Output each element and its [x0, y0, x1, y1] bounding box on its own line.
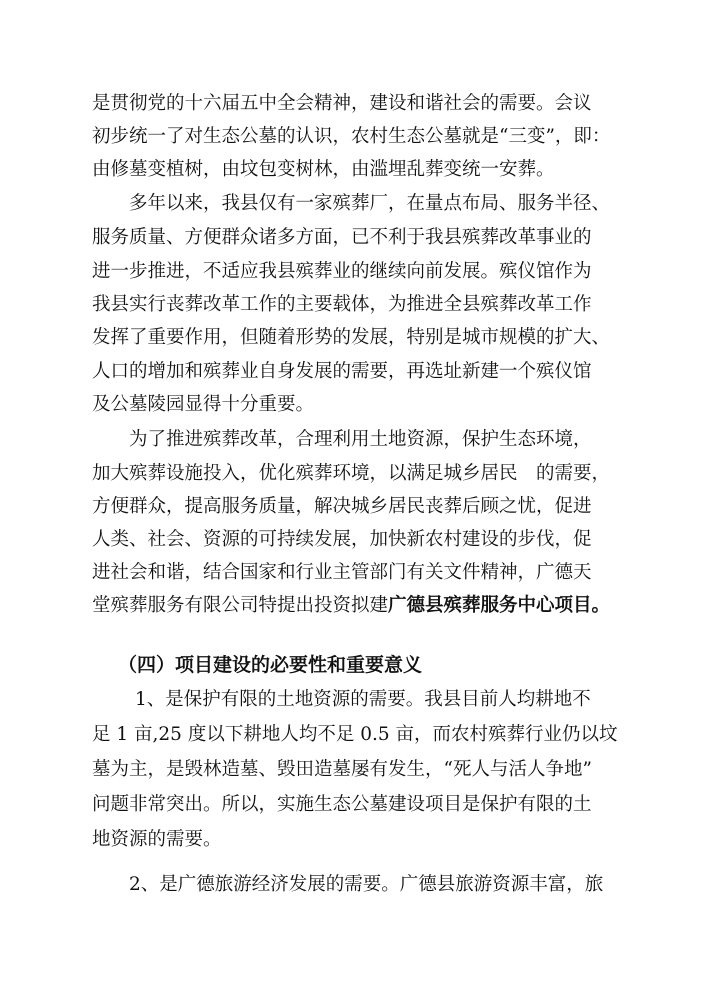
paragraph-2-line-7: 及公墓陵园显得十分重要。	[92, 394, 315, 415]
paragraph-2-line-3: 进一步推进，不适应我县殡葬业的继续向前发展。殡仪馆作为	[92, 261, 592, 282]
paragraph-2-line-2: 服务质量、方便群众诸多方面，已不利于我县殡葬改革事业的	[92, 227, 592, 248]
section-heading: （四）项目建设的必要性和重要意义	[118, 654, 423, 676]
paragraph-4-line-4: 问题非常突出。所以，实施生态公墓建设项目是保护有限的土	[92, 794, 592, 815]
paragraph-3-line-6	[92, 594, 610, 618]
paragraph-4-line-1: 1、是保护有限的土地资源的需要。我县目前人均耕地不	[135, 689, 591, 710]
paragraph-5-line-1: 2、是广德旅游经济发展的需要。广德县旅游资源丰富，旅	[129, 874, 604, 895]
paragraph-3-line-5: 进社会和谐，结合国家和行业主管部门有关文件精神，广德天	[92, 562, 592, 583]
paragraph-3-line-1: 为了推进殡葬改革，合理利用土地资源，保护生态环境，	[129, 429, 592, 450]
paragraph-2-line-5: 发挥了重要作用，但随着形势的发展，特别是城市规模的扩大、	[92, 327, 611, 348]
paragraph-1-line-1: 是贯彻党的十六届五中全会精神，建设和谐社会的需要。会议	[92, 93, 592, 114]
project-name-emphasis: 广德县殡葬服务中心项目。	[388, 595, 611, 616]
paragraph-4-line-5: 地资源的需要。	[92, 829, 222, 850]
paragraph-3-line-4: 人类、社会、资源的可持续发展，加快新农村建设的步伐，促	[92, 529, 592, 550]
paragraph-3-line-3: 方便群众，提高服务质量，解决城乡居民丧葬后顾之忧，促进	[92, 496, 592, 517]
paragraph-2-line-1: 多年以来，我县仅有一家殡葬厂，在量点布局、服务半径、	[129, 193, 611, 214]
paragraph-1-line-3: 由修墓变植树，由坟包变树林，由滥埋乱葬变统一安葬。	[92, 159, 555, 180]
paragraph-1-line-2: 初步统一了对生态公墓的认识，农村生态公墓就是“三变”，即：	[92, 126, 611, 147]
paragraph-3-line-6-text: 堂殡葬服务有限公司特提出投资拟建	[92, 595, 389, 616]
paragraph-2-line-4: 我县实行丧葬改革工作的主要载体，为推进全县殡葬改革工作	[92, 294, 592, 315]
paragraph-4-line-3: 墓为主，是毁林造墓、毁田造墓屡有发生，“死人与活人争地”	[92, 759, 592, 780]
paragraph-4-line-2: 足 1 亩,25 度以下耕地人均不足 0.5 亩，而农村殡葬行业仍以坟	[92, 724, 618, 745]
paragraph-2-line-6: 人口的增加和殡葬业自身发展的需要，再选址新建一个殡仪馆	[92, 361, 592, 382]
paragraph-3-line-2: 加大殡葬设施投入，优化殡葬环境，以满足城乡居民 的需要，	[92, 463, 611, 484]
